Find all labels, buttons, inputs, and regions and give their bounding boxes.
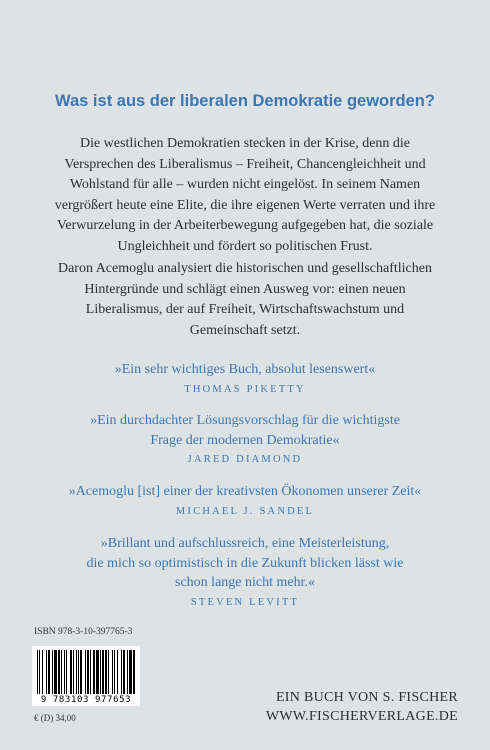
quote-levitt [0,534,490,608]
text-line: Daron Acemoglu analysiert die historischen und gesellschaftlichen [57,261,432,276]
text-line: Verwurzelung in der Arbeiterbewegung aufgegeben hat, die soziale [56,218,434,233]
text-line: vergrößert heute eine Elite, die ihre eigenen Werte verraten und ihre [54,197,436,213]
quote-text: die mich so optimistisch in die Zukunft blicken lässt wie [86,555,404,571]
quote-text: »Brillant und aufschlussreich, eine Meisterleistung, [100,536,390,551]
isbn-label: ISBN 978-3-10-397765-3 [34,627,133,637]
quote-text: »Acemoglu [ist] einer der kreativsten Ökonomen unserer Zeit« [68,484,422,499]
quote-text: Frage der modernen Demokratie« [150,432,340,448]
text-line: Wohlstand für alle – wurden nicht eingelöst. In seinem Namen [69,177,421,192]
barcode [32,646,140,706]
quote-author: JARED DIAMOND [187,454,303,465]
price-label: € (D) 34,00 [34,713,76,723]
text-line: Hintergründe und schlägt einen Ausweg vor: einen neuen [84,281,406,297]
quote-author: THOMAS PIKETTY [184,383,306,395]
quote-text: »Ein durchdachter Lösungsvorschlag für die wichtigste [90,413,400,428]
barcode-bars [37,650,135,694]
text-line: Gemeinschaft setzt. [189,322,301,338]
publisher-website[interactable]: WWW.FISCHERVERLAGE.DE [265,709,458,724]
publisher-line: EIN BUCH VON S. FISCHER [275,690,458,705]
description-paragraph-1 [0,134,490,257]
text-line: Ungleichheit und fördert so politischen Frust. [117,238,373,254]
text-line: Die westlichen Demokratien stecken in der Krise, denn die [79,136,411,151]
quote-sandel [0,482,490,517]
quote-piketty [0,360,490,395]
barcode-digits: 9 783103 977653 [40,695,132,705]
publisher-info [266,688,458,726]
quote-author: MICHAEL J. SANDEL [175,505,315,517]
quote-author: STEVEN LEVITT [190,596,300,608]
quote-diamond [0,411,490,465]
headline: Was ist aus der liberalen Demokratie geworden? [55,92,435,110]
quote-text: schon lange nicht mehr.« [175,575,315,590]
quote-text: »Ein sehr wichtiges Buch, absolut lesenswert« [114,362,376,377]
description-paragraph-2 [0,259,490,341]
text-line: Liberalismus, der auf Freiheit, Wirtschaftswachstum und [85,302,405,317]
text-line: Versprechen des Liberalismus – Freiheit, Chancengleichheit und [64,156,426,172]
